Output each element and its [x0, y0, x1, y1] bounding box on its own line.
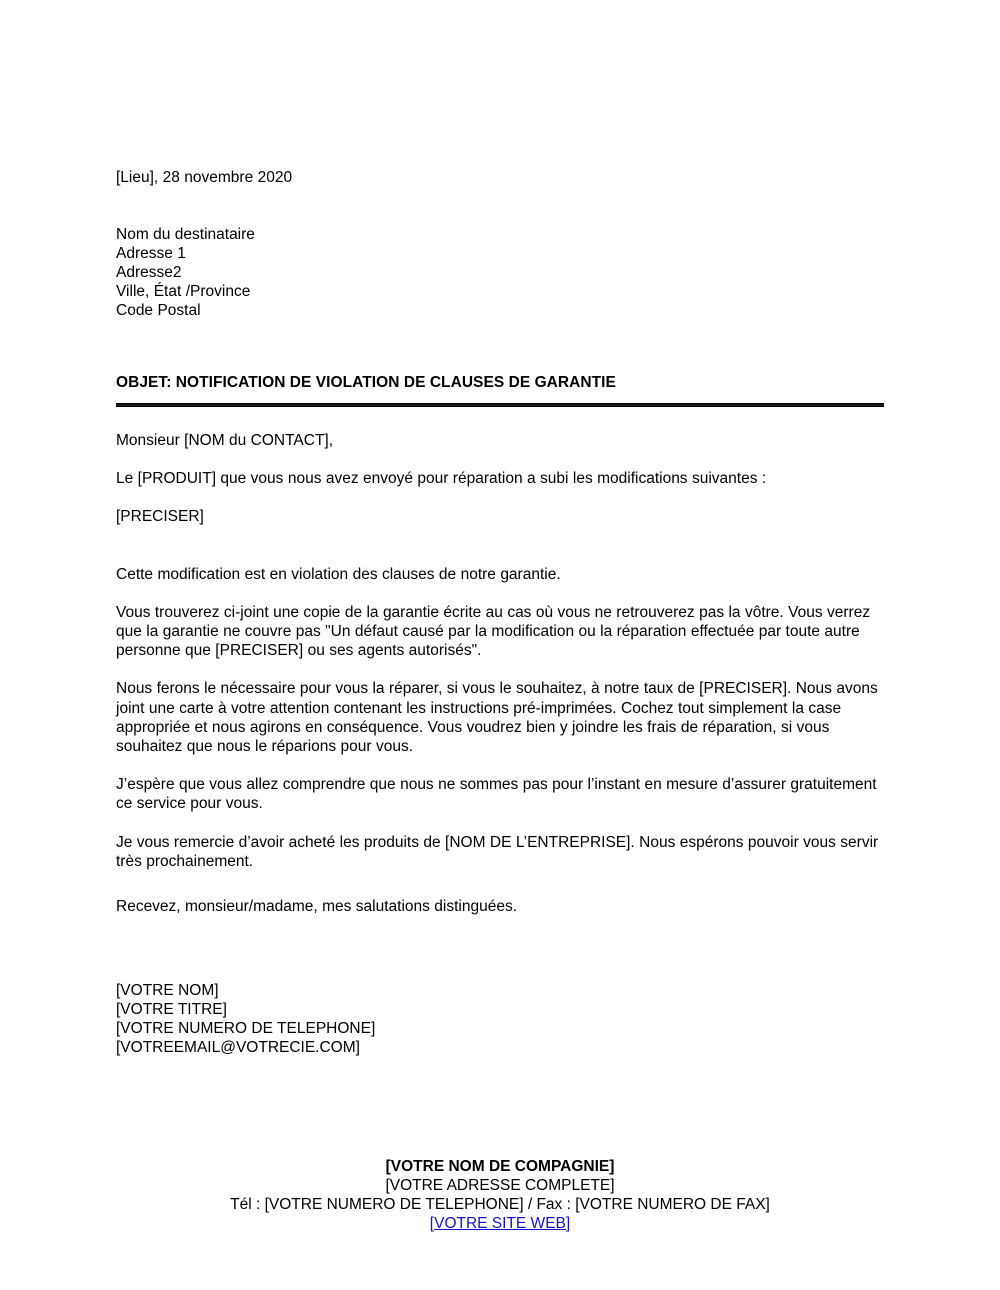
footer-website-row [0, 1214, 1000, 1233]
date-block [116, 168, 884, 187]
recipient-address-block [116, 225, 884, 320]
recipient-city-state: Ville, État /Province [116, 283, 251, 300]
signature-name: [VOTRE NOM] [116, 982, 219, 999]
body-paragraph-thanks: Je vous remercie d’avoir acheté les produits de [NOM DE L’ENTREPRISE]. Nous espérons pouvoir vous servir très prochainement. [116, 833, 879, 870]
recipient-postal-code: Code Postal [116, 302, 201, 319]
closing-block [116, 897, 884, 916]
recipient-name: Nom du destinataire [116, 226, 255, 243]
signature-title: [VOTRE TITRE] [116, 1001, 227, 1018]
body-paragraph-repair-offer: Nous ferons le nécessaire pour vous la réparer, si vous le souhaitez, à notre taux de [PRECISER]. Nous avons joint une carte à votre attention contenant les instructions pré-imprimées. Cochez tout simplement la case appropriée et nous agirons en conséquence. Vous voudrez bien y joindre les frais de réparation, si vous souhaitez que nous le réparions pour vous. [116, 680, 878, 756]
subject-block [116, 373, 884, 407]
signature-block [116, 981, 884, 1057]
body-paragraph-preciser: [PRECISER] [116, 508, 204, 526]
footer-company-address: [VOTRE ADRESSE COMPLETE] [385, 1177, 615, 1194]
footer-company-name: [VOTRE NOM DE COMPAGNIE] [385, 1158, 615, 1175]
body-paragraph-violation: Cette modification est en violation des clauses de notre garantie. [116, 565, 561, 583]
footer-contact-line: Tél : [VOTRE NUMERO DE TELEPHONE] / Fax : [VOTRE NUMERO DE FAX] [230, 1196, 770, 1213]
recipient-address-2: Adresse2 [116, 264, 182, 281]
recipient-address-1: Adresse 1 [116, 245, 186, 262]
page-footer [0, 1157, 1000, 1233]
subject-divider [116, 403, 884, 407]
date-line: [Lieu], 28 novembre 2020 [116, 169, 293, 186]
body-paragraph-product: Le [PRODUIT] que vous nous avez envoyé pour réparation a subi les modifications suivantes : [116, 470, 767, 488]
closing-line: Recevez, monsieur/madame, mes salutations distinguées. [116, 898, 518, 915]
signature-email: [VOTREEMAIL@VOTRECIE.COM] [116, 1039, 360, 1056]
subject-line: OBJET: NOTIFICATION DE VIOLATION DE CLAUSES DE GARANTIE [116, 374, 616, 391]
body-paragraph-warranty-copy: Vous trouverez ci-joint une copie de la garantie écrite au cas où vous ne retrouverez pas la vôtre. Vous verrez que la garantie ne couvre pas "Un défaut causé par la modification ou la réparation effectuée par toute autre personne que [PRECISER] ou ses agents autorisés". [116, 603, 871, 660]
salutation: Monsieur [NOM du CONTACT], [116, 432, 334, 449]
letter-body [116, 431, 884, 871]
footer-website-link[interactable]: [VOTRE SITE WEB] [429, 1215, 571, 1232]
body-paragraph-no-free-service: J’espère que vous allez comprendre que nous ne sommes pas pour l’instant en mesure d’assurer gratuitement ce service pour vous. [116, 776, 877, 813]
signature-phone: [VOTRE NUMERO DE TELEPHONE] [116, 1020, 376, 1037]
